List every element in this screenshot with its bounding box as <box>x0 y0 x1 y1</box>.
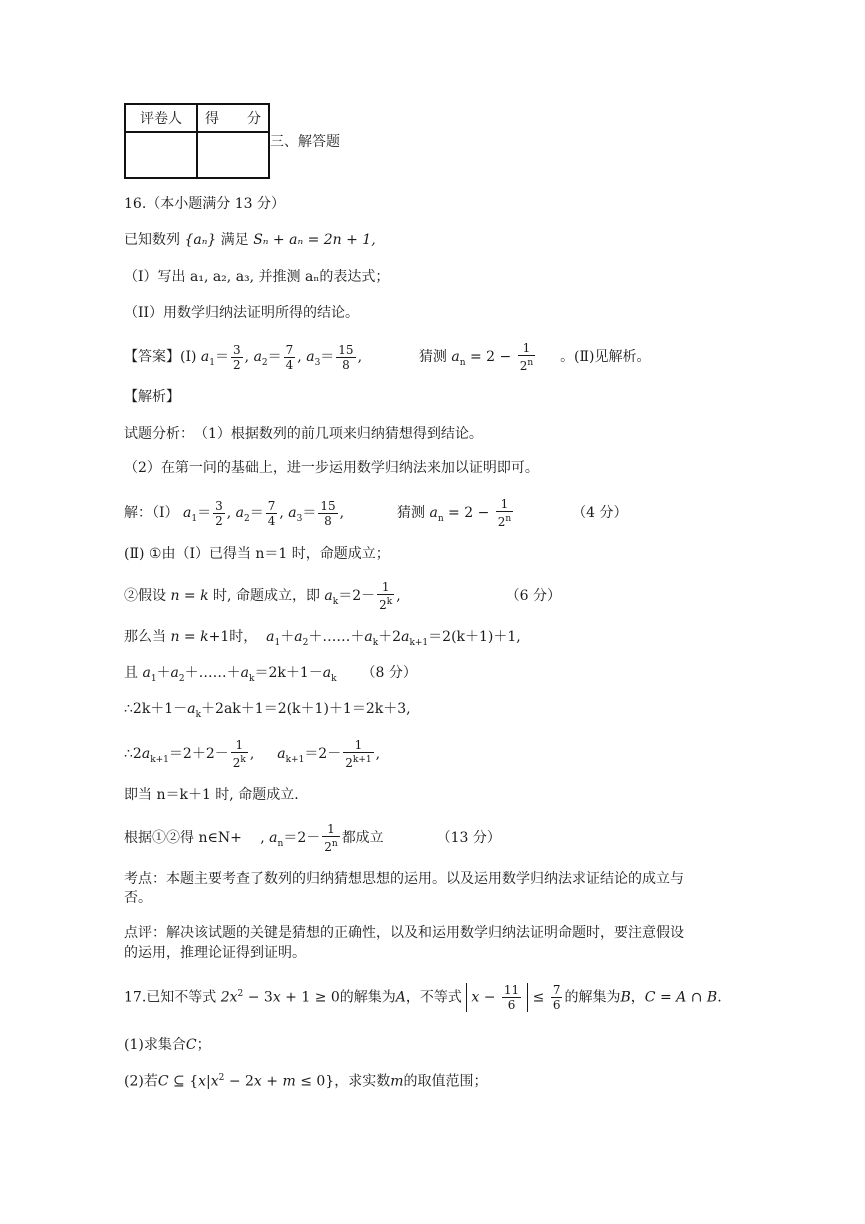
q17-stem-pre: 17.已知不等式 <box>124 989 217 1006</box>
q17-stem-mid2: ，不等式 <box>405 989 462 1006</box>
q16-stem-mid: 满足 <box>220 232 249 248</box>
q17-stem-mid3: 的解集为 <box>564 989 621 1006</box>
q17-part1-tail: ； <box>196 1037 211 1053</box>
q16-stem-seq: {aₙ} <box>184 232 217 248</box>
solution-label: 解：（Ⅰ） <box>124 505 179 521</box>
proof-3-tail: ＝2(k＋1)＋1, <box>428 629 521 645</box>
q16-part2: （II）用数学归纳法证明所得的结论。 <box>124 305 360 321</box>
q17-part1: (1)求集合C； <box>124 1037 211 1053</box>
proof-3-mid: 时， <box>229 629 258 645</box>
analysis-2: （2）在第一问的基础上，进一步运用数学归纳法来加以证明即可。 <box>124 460 539 476</box>
q16-header: 16.（本小题满分 13 分） <box>124 196 285 212</box>
q16-stem-eq: Sₙ + aₙ = 2n + 1, <box>253 232 376 248</box>
analysis-1: 试题分析： （1）根据数列的前几项来归纳猜想得到结论。 <box>124 426 483 442</box>
q16-part1: （I）写出 a₁, a₂, a₃, 并推测 aₙ的表达式； <box>124 269 390 285</box>
proof-8-tail: 都成立 <box>341 830 384 846</box>
proof-4: 且 $a_1+a_2+\dots\dots+a_k=2k+1-a_k$ （8 分） <box>124 665 417 684</box>
proof-2-pre: ②假设 <box>124 588 166 604</box>
proof-5-pre: ∴2k＋1－ <box>124 701 188 717</box>
proof-8-score: （13 分） <box>436 830 501 846</box>
q17-stem: 17.已知不等式 $2x^2 - 3x + 1 \ge 0$的解集为A，不等式 x − $\frac{11}{6}$ ≤ $\frac{7}{6}$ 的解集为B，C = A ∩ B. <box>124 983 722 1013</box>
proof-8: 根据①②得 n∈N+ , $a_n=2-$ $\frac{1}{2^n}$ 都成立 （13 分） <box>124 822 501 854</box>
q17-part1-pre: (1)求集合 <box>124 1037 186 1053</box>
q17-part2: (2)若C ⊆ $\{x|x^2 - 2x + m \le 0\}$，求实数m的取值范围； <box>124 1073 488 1090</box>
proof-3: 那么当 n = k+1时， $a_1+a_2+\dots\dots+a_k+2a_{k+1}=2(k+1)+1$, <box>124 629 521 648</box>
score-header: 得 分 <box>197 104 269 132</box>
q16-stem-pre: 已知数列 <box>124 232 180 248</box>
score-cell <box>197 132 269 178</box>
proof-3-pre: 那么当 <box>124 629 166 645</box>
proof-1: (Ⅱ) ①由（Ⅰ）已得当 n＝1 时，命题成立； <box>124 546 390 562</box>
dianping-2: 的运用，推理论证得到证明。 <box>124 945 306 961</box>
q17-part2-pre: (2)若 <box>124 1073 158 1090</box>
kaodian-1: 考点：本题主要考查了数列的归纳猜想思想的运用。以及运用数学归纳法求证结论的成立与 <box>124 871 684 887</box>
proof-6: $\therefore 2a_{k+1}=2+2-$ $\frac{1}{2^k}$ , $a_{k+1}=2-$ $\frac{1}{2^{k+1}}$ , <box>124 738 381 770</box>
solution-score: （4 分） <box>572 505 628 521</box>
q16-stem <box>124 229 376 251</box>
grading-table <box>124 103 270 179</box>
q17-stem-mid1: 的解集为 <box>339 989 396 1006</box>
proof-2-score: （6 分） <box>505 588 561 604</box>
proof-5: $\therefore 2k+1-a_k+2ak+1=2(k+1)+1=2k+3$, <box>124 701 411 720</box>
solution-part1: 解：（Ⅰ） $a_1=$ $\frac{3}{2}$ , $a_2=$ $\frac{7}{4}$ , $a_3=$ $\frac{15}{8}$ , 猜测 $a_n = 2$ − $\frac{1}{2^n}$ （4 分） <box>124 497 628 529</box>
grader-cell <box>125 132 197 178</box>
q16-answer: 【答案】(Ⅰ) $a_1=$ $\frac{3}{2}$ , $a_2=$ $\frac{7}{4}$ , $a_3=$ $\frac{15}{8}$ , 猜测 $a_n = 2$ − $\frac{1}{2^n}$ 。(Ⅱ)见解析。 <box>124 341 651 373</box>
proof-4-score: （8 分） <box>361 665 417 681</box>
proof-2: ②假设 n = k 时, 命题成立，即 $a_k=2-$ $\frac{1}{2^k}$ , （6 分） <box>124 580 561 612</box>
kaodian-2: 否。 <box>124 890 152 906</box>
proof-7: 即当 n＝k＋1 时, 命题成立. <box>124 787 299 803</box>
section-title: 三、解答题 <box>270 134 340 150</box>
answer-guess: 猜测 <box>418 349 447 365</box>
dianping-1: 点评：解决该试题的关键是猜想的正确性，以及和运用数学归纳法证明命题时，要注意假设 <box>124 925 684 941</box>
proof-2-mid: 时, 命题成立，即 <box>213 588 320 604</box>
q17-part2-end: 的取值范围； <box>403 1073 488 1090</box>
grader-header: 评卷人 <box>125 104 197 132</box>
solution-guess: 猜测 <box>397 505 425 521</box>
proof-5-tail: ＋2ak＋1＝2(k＋1)＋1＝2k＋3, <box>201 701 411 717</box>
answer-label: 【答案】(Ⅰ) <box>124 349 197 365</box>
analysis-label: 【解析】 <box>124 389 180 405</box>
answer-tail: 。(Ⅱ)见解析。 <box>560 349 651 365</box>
proof-8-pre: 根据①②得 n∈N+ , <box>124 830 265 846</box>
q17-part2-tail: ，求实数 <box>334 1073 391 1090</box>
